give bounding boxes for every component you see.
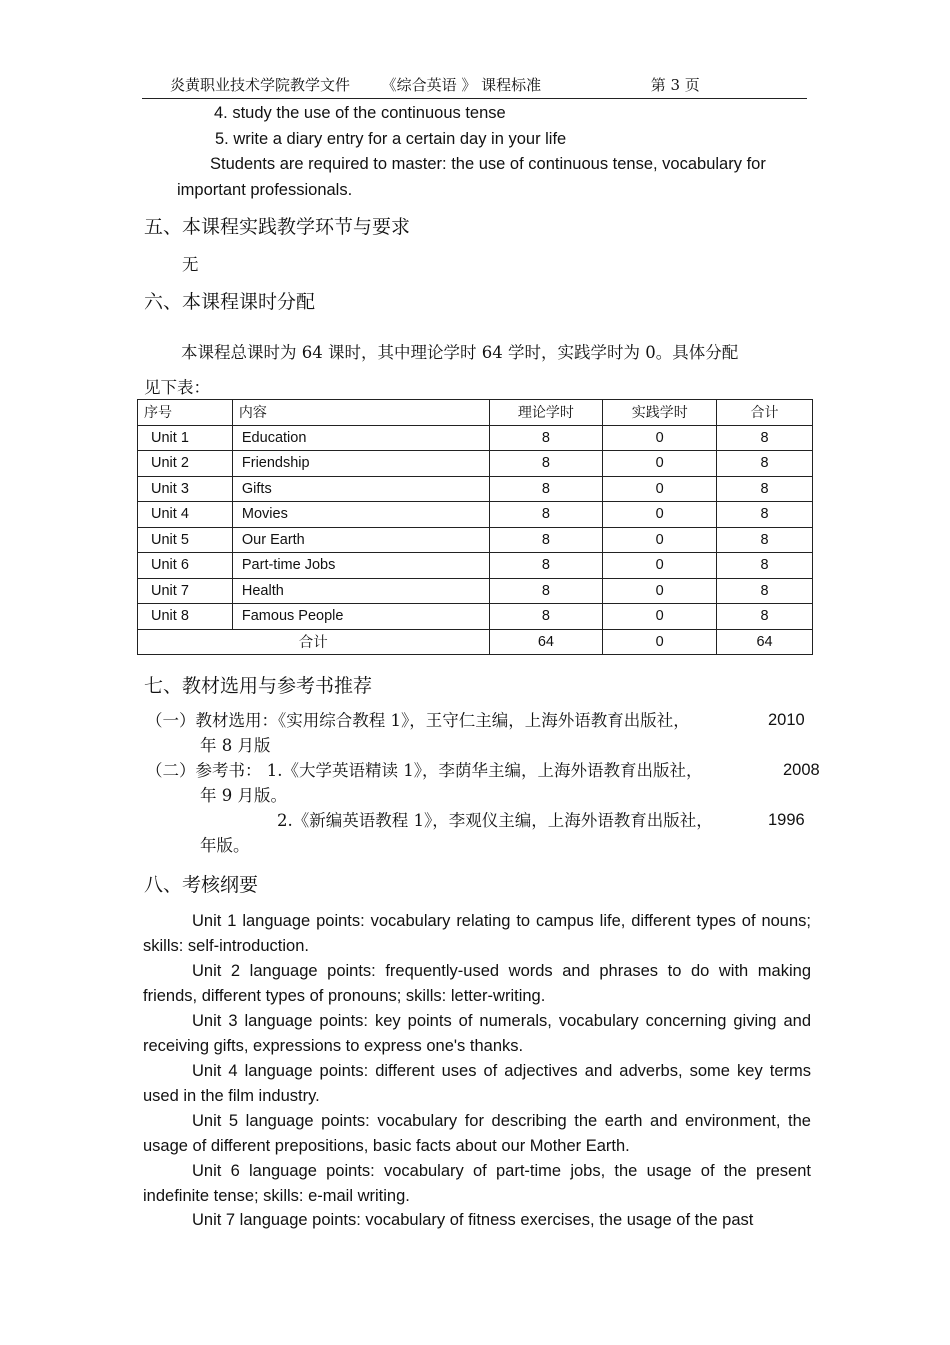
unit-cell: Unit 4 <box>138 502 233 528</box>
practice-cell: 0 <box>603 451 717 477</box>
total-cell: 8 <box>717 425 813 451</box>
unit-cell: Unit 3 <box>138 476 233 502</box>
content-cell: Our Earth <box>232 527 489 553</box>
table-row <box>138 425 813 451</box>
practice-cell: 0 <box>603 425 717 451</box>
total-cell: 8 <box>717 476 813 502</box>
section6-desc-line1: 本课程总课时为 64 课时，其中理论学时 64 学时，实践学时为 0。具体分配 <box>181 343 739 362</box>
practice-cell: 0 <box>603 604 717 630</box>
theory-cell: 8 <box>489 425 603 451</box>
reference1-line1: （二）参考书： 1.《大学英语精读 1》，李荫华主编，上海外语教育出版社， <box>146 761 703 780</box>
header-content: 内容 <box>232 400 489 426</box>
content-cell: Friendship <box>232 451 489 477</box>
total-cell: 8 <box>717 527 813 553</box>
header-practice-hours: 实践学时 <box>603 400 717 426</box>
theory-cell: 8 <box>489 451 603 477</box>
header-theory-hours: 理论学时 <box>489 400 603 426</box>
total-label: 合计 <box>138 629 490 655</box>
assessment-unit4: Unit 4 language points: different uses of adjectives and adverbs, some key terms used in the film industry. <box>143 1062 811 1105</box>
table-header-row <box>138 400 813 426</box>
table-row <box>138 553 813 579</box>
header-course-title: 《综合英语 》 课程标准 <box>381 76 542 94</box>
reference1-year: 2008 <box>783 761 820 779</box>
textbook-line2: 年 8 月版 <box>200 736 271 755</box>
total-cell: 8 <box>717 502 813 528</box>
theory-cell: 8 <box>489 527 603 553</box>
practice-cell: 0 <box>603 502 717 528</box>
assessment-unit5: Unit 5 language points: vocabulary for describing the earth and environment, the usage of different prepositions, basic facts about our Mother Earth. <box>143 1112 811 1155</box>
section6-desc-line2: 见下表： <box>144 378 210 397</box>
content-cell: Health <box>232 578 489 604</box>
total-sum: 64 <box>717 629 813 655</box>
theory-cell: 8 <box>489 578 603 604</box>
practice-cell: 0 <box>603 527 717 553</box>
section8-title: 八、考核纲要 <box>144 874 259 896</box>
content-cell: Gifts <box>232 476 489 502</box>
theory-cell: 8 <box>489 502 603 528</box>
header-index: 序号 <box>138 400 233 426</box>
content-cell: Part-time Jobs <box>232 553 489 579</box>
total-cell: 8 <box>717 604 813 630</box>
table-total-row <box>138 629 813 655</box>
table-row <box>138 604 813 630</box>
practice-cell: 0 <box>603 553 717 579</box>
assessment-unit6: Unit 6 language points: vocabulary of part-time jobs, the usage of the present indefinite tense; skills: e-mail writing. <box>143 1162 811 1205</box>
table-row <box>138 502 813 528</box>
hours-allocation-table <box>137 399 813 655</box>
master-line-2: important professionals. <box>177 181 353 199</box>
table-row <box>138 476 813 502</box>
practice-cell: 0 <box>603 476 717 502</box>
content-cell: Education <box>232 425 489 451</box>
content-cell: Famous People <box>232 604 489 630</box>
objective-item-4: 4. study the use of the continuous tense <box>214 104 506 122</box>
textbook-line1: （一）教材选用：《实用综合教程 1》，王守仁主编，上海外语教育出版社， <box>146 711 690 730</box>
unit-cell: Unit 5 <box>138 527 233 553</box>
total-cell: 8 <box>717 578 813 604</box>
total-practice: 0 <box>603 629 717 655</box>
reference2-line1: 2.《新编英语教程 1》，李观仪主编，上海外语教育出版社， <box>277 811 713 830</box>
total-theory: 64 <box>489 629 603 655</box>
section7-title: 七、教材选用与参考书推荐 <box>144 675 373 697</box>
unit-cell: Unit 1 <box>138 425 233 451</box>
objective-item-5: 5. write a diary entry for a certain day in your life <box>215 130 567 148</box>
reference2-line2: 年版。 <box>200 836 250 855</box>
practice-cell: 0 <box>603 578 717 604</box>
unit-cell: Unit 6 <box>138 553 233 579</box>
assessment-unit2: Unit 2 language points: frequently-used words and phrases to do with making friends, different types of pronouns; skills: letter-writing. <box>143 962 811 1005</box>
unit-cell: Unit 8 <box>138 604 233 630</box>
assessment-unit3: Unit 3 language points: key points of numerals, vocabulary concerning giving and receiving gifts, expressions to express one's thanks. <box>143 1012 811 1055</box>
section5-title: 五、本课程实践教学环节与要求 <box>144 216 411 238</box>
page-header <box>170 74 810 95</box>
table-row <box>138 527 813 553</box>
reference1-line2: 年 9 月版。 <box>200 786 287 805</box>
total-cell: 8 <box>717 553 813 579</box>
textbook-year: 2010 <box>768 711 805 729</box>
header-school-doc: 炎黄职业技术学院教学文件 <box>170 76 351 94</box>
unit-cell: Unit 2 <box>138 451 233 477</box>
content-cell: Movies <box>232 502 489 528</box>
theory-cell: 8 <box>489 476 603 502</box>
theory-cell: 8 <box>489 604 603 630</box>
assessment-unit7: Unit 7 language points: vocabulary of fitness exercises, the usage of the past <box>192 1211 754 1229</box>
header-rule <box>142 98 807 99</box>
header-total: 合计 <box>717 400 813 426</box>
theory-cell: 8 <box>489 553 603 579</box>
table-row <box>138 578 813 604</box>
assessment-unit1: Unit 1 language points: vocabulary relating to campus life, different types of nouns; skills: self-introduction. <box>143 912 811 955</box>
table-row <box>138 451 813 477</box>
master-line-1: Students are required to master: the use of continuous tense, vocabulary for <box>210 155 766 173</box>
total-cell: 8 <box>717 451 813 477</box>
section5-content: 无 <box>182 255 199 274</box>
unit-cell: Unit 7 <box>138 578 233 604</box>
header-page-number: 第 3 页 <box>650 76 700 94</box>
section6-title: 六、本课程课时分配 <box>144 291 316 313</box>
reference2-year: 1996 <box>768 811 805 829</box>
